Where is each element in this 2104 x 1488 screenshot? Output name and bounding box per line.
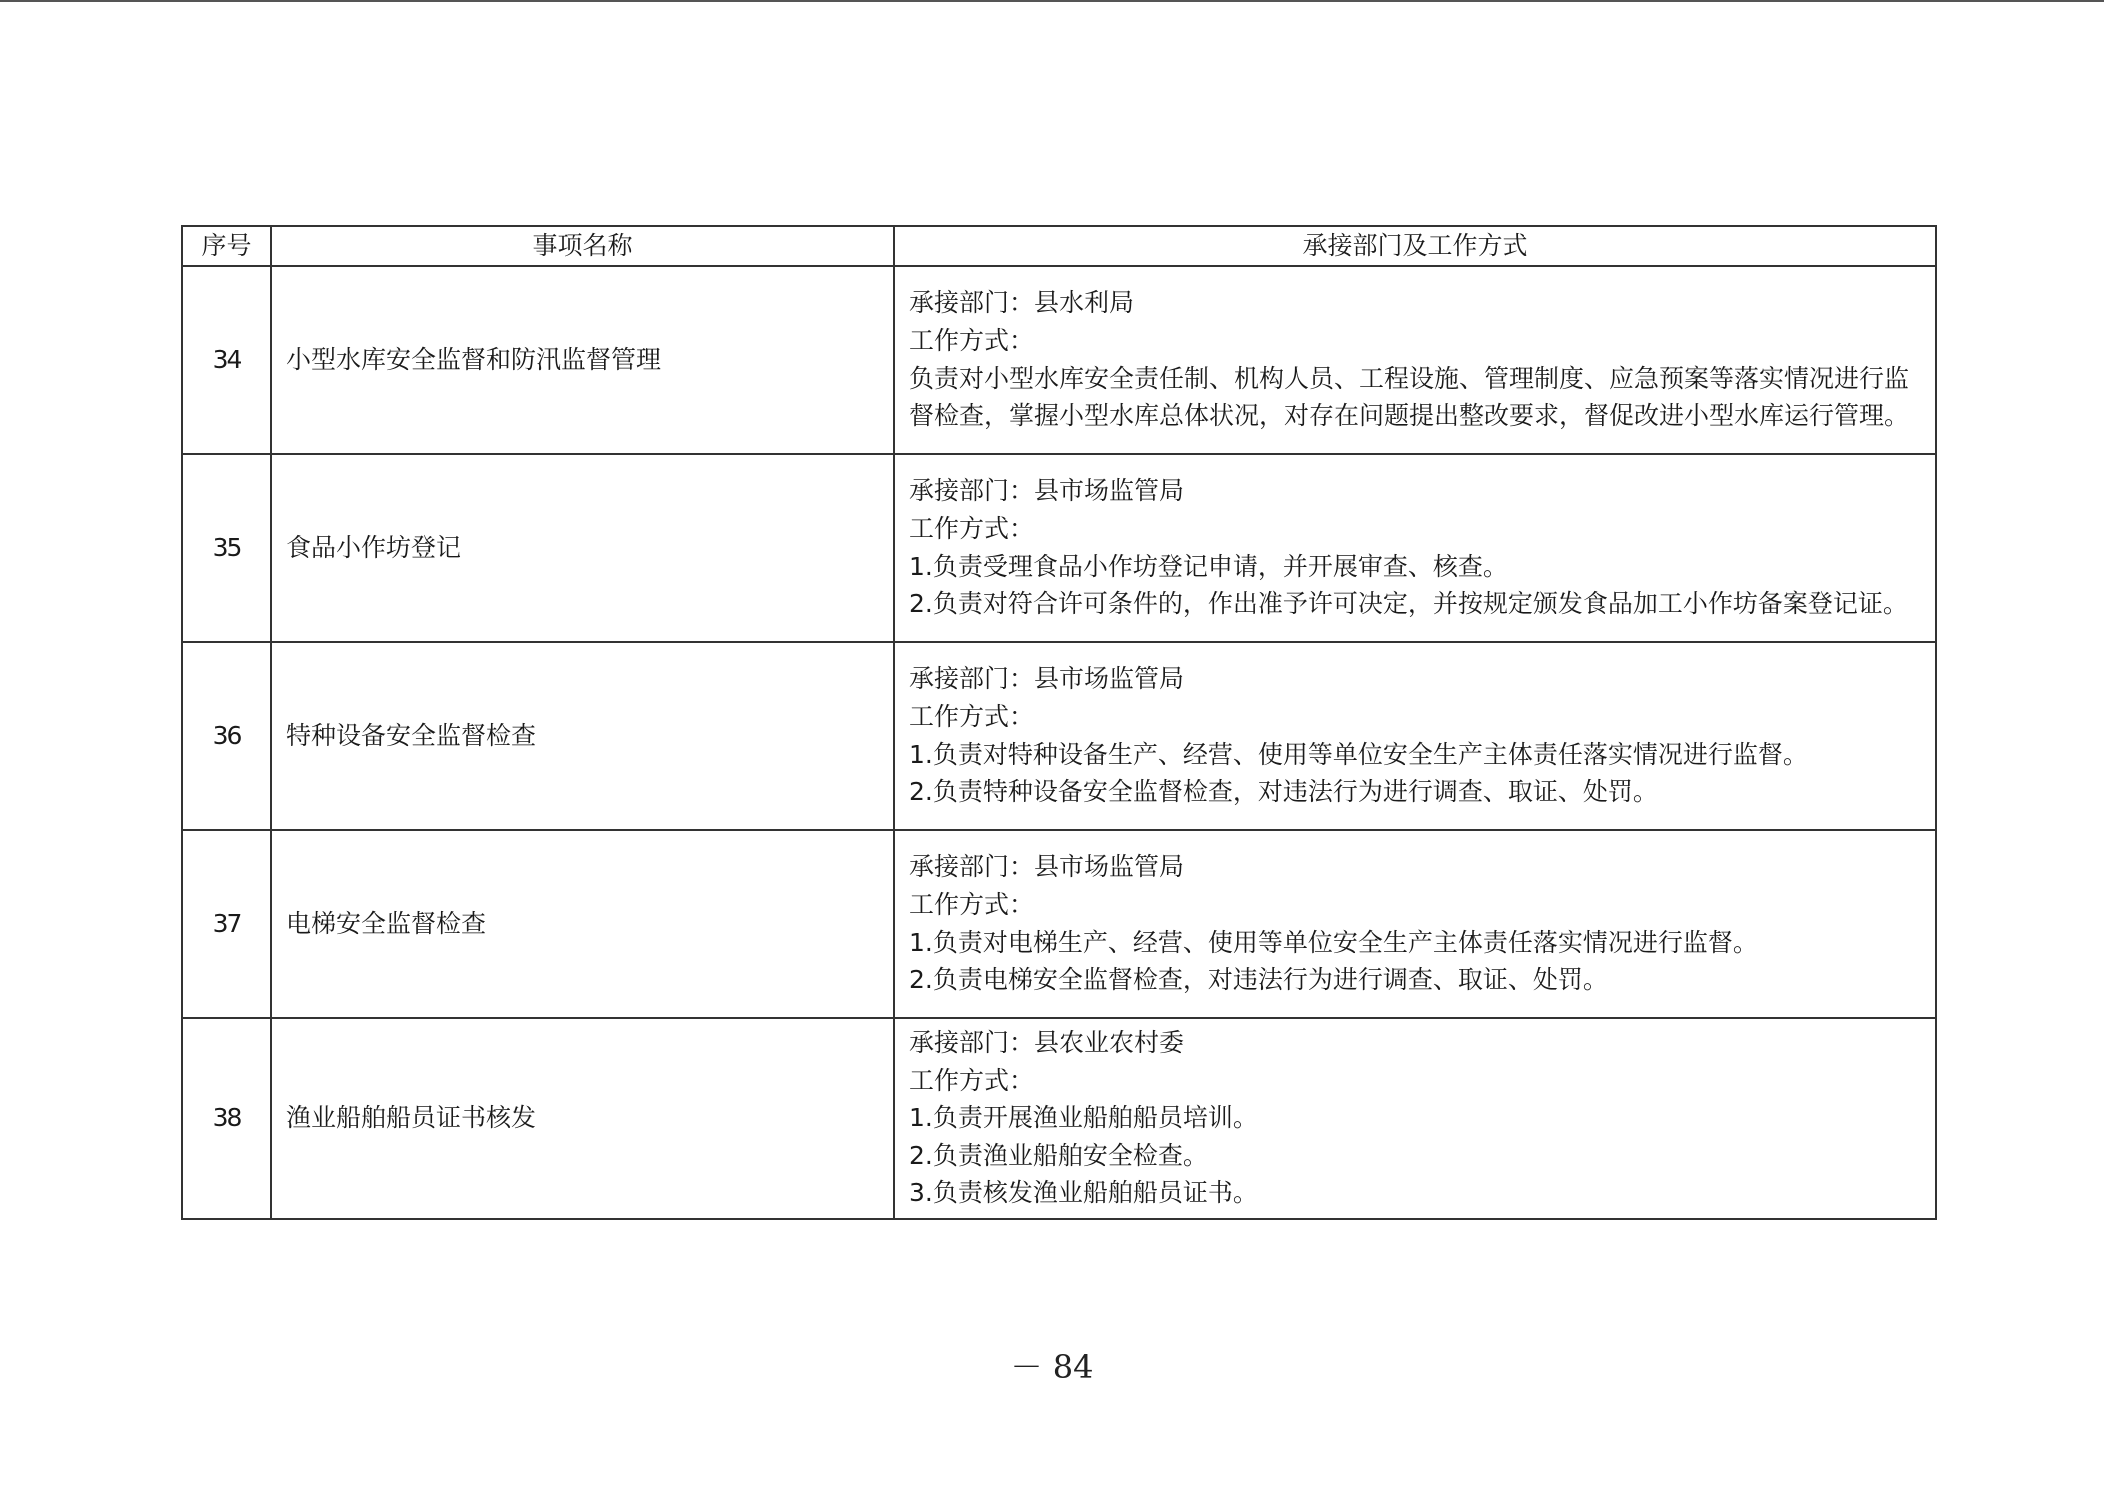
row-seq: 36 bbox=[182, 642, 271, 830]
row-mode-line: 1.负责受理食品小作坊登记申请，并开展审查、核查。 bbox=[909, 551, 1508, 581]
row-mode-label: 工作方式： bbox=[909, 1065, 1035, 1095]
row-seq: 34 bbox=[182, 266, 271, 454]
row-mode-line: 2.负责渔业船舶安全检查。 bbox=[909, 1140, 1208, 1170]
row-seq: 38 bbox=[182, 1018, 271, 1219]
row-item-name: 特种设备安全监督检查 bbox=[271, 642, 894, 830]
table-row bbox=[182, 830, 1936, 1018]
row-dept: 承接部门：县市场监管局 bbox=[909, 476, 1185, 506]
row-item-name: 小型水库安全监督和防汛监督管理 bbox=[271, 266, 894, 454]
table-header-row bbox=[182, 226, 1936, 266]
row-mode-label: 工作方式： bbox=[909, 514, 1035, 543]
row-mode-cell bbox=[894, 830, 1936, 1018]
header-name: 事项名称 bbox=[271, 226, 894, 266]
row-mode-line: 负责对小型水库安全责任制、机构人员、工程设施、管理制度、应急预案等落实情况进行监督检查，掌握小型水库总体状况，对存在问题提出整改要求，督促改进小型水库运行管理。 bbox=[909, 363, 1910, 431]
header-seq: 序号 bbox=[182, 226, 271, 266]
row-mode-cell bbox=[894, 642, 1936, 830]
row-dept: 承接部门：县市场监管局 bbox=[909, 852, 1185, 882]
row-seq: 37 bbox=[182, 830, 271, 1018]
row-mode-cell bbox=[894, 454, 1936, 642]
row-mode-line: 1.负责开展渔业船舶船员培训。 bbox=[909, 1103, 1258, 1133]
row-mode-line: 3.负责核发渔业船舶船员证书。 bbox=[909, 1178, 1258, 1208]
row-mode-line: 1.负责对特种设备生产、经营、使用等单位安全生产主体责任落实情况进行监督。 bbox=[909, 739, 1808, 769]
row-mode-cell bbox=[894, 1018, 1936, 1219]
row-mode-line: 2.负责电梯安全监督检查，对违法行为进行调查、取证、处罚。 bbox=[909, 965, 1608, 995]
table-row bbox=[182, 642, 1936, 830]
row-item-name: 食品小作坊登记 bbox=[271, 454, 894, 642]
row-mode-label: 工作方式： bbox=[909, 326, 1035, 355]
row-item-name: 渔业船舶船员证书核发 bbox=[271, 1018, 894, 1219]
table-row bbox=[182, 454, 1936, 642]
row-item-name: 电梯安全监督检查 bbox=[271, 830, 894, 1018]
row-seq: 35 bbox=[182, 454, 271, 642]
row-mode-cell bbox=[894, 266, 1936, 454]
row-mode-line: 1.负责对电梯生产、经营、使用等单位安全生产主体责任落实情况进行监督。 bbox=[909, 927, 1758, 957]
row-dept: 承接部门：县市场监管局 bbox=[909, 664, 1185, 694]
row-mode-line: 2.负责对符合许可条件的，作出准予许可决定，并按规定颁发食品加工小作坊备案登记证。 bbox=[909, 589, 1908, 619]
row-mode-label: 工作方式： bbox=[909, 702, 1035, 731]
page-top-rule bbox=[0, 0, 2104, 2]
row-mode-label: 工作方式： bbox=[909, 890, 1035, 919]
row-mode-line: 2.负责特种设备安全监督检查，对违法行为进行调查、取证、处罚。 bbox=[909, 777, 1658, 807]
responsibility-table bbox=[181, 225, 1937, 1220]
row-dept: 承接部门：县农业农村委 bbox=[909, 1028, 1185, 1058]
row-dept: 承接部门：县水利局 bbox=[909, 288, 1135, 318]
table-row bbox=[182, 1018, 1936, 1219]
header-mode: 承接部门及工作方式 bbox=[894, 226, 1936, 266]
table-row bbox=[182, 266, 1936, 454]
page-number: － 84 bbox=[1010, 1348, 1094, 1386]
